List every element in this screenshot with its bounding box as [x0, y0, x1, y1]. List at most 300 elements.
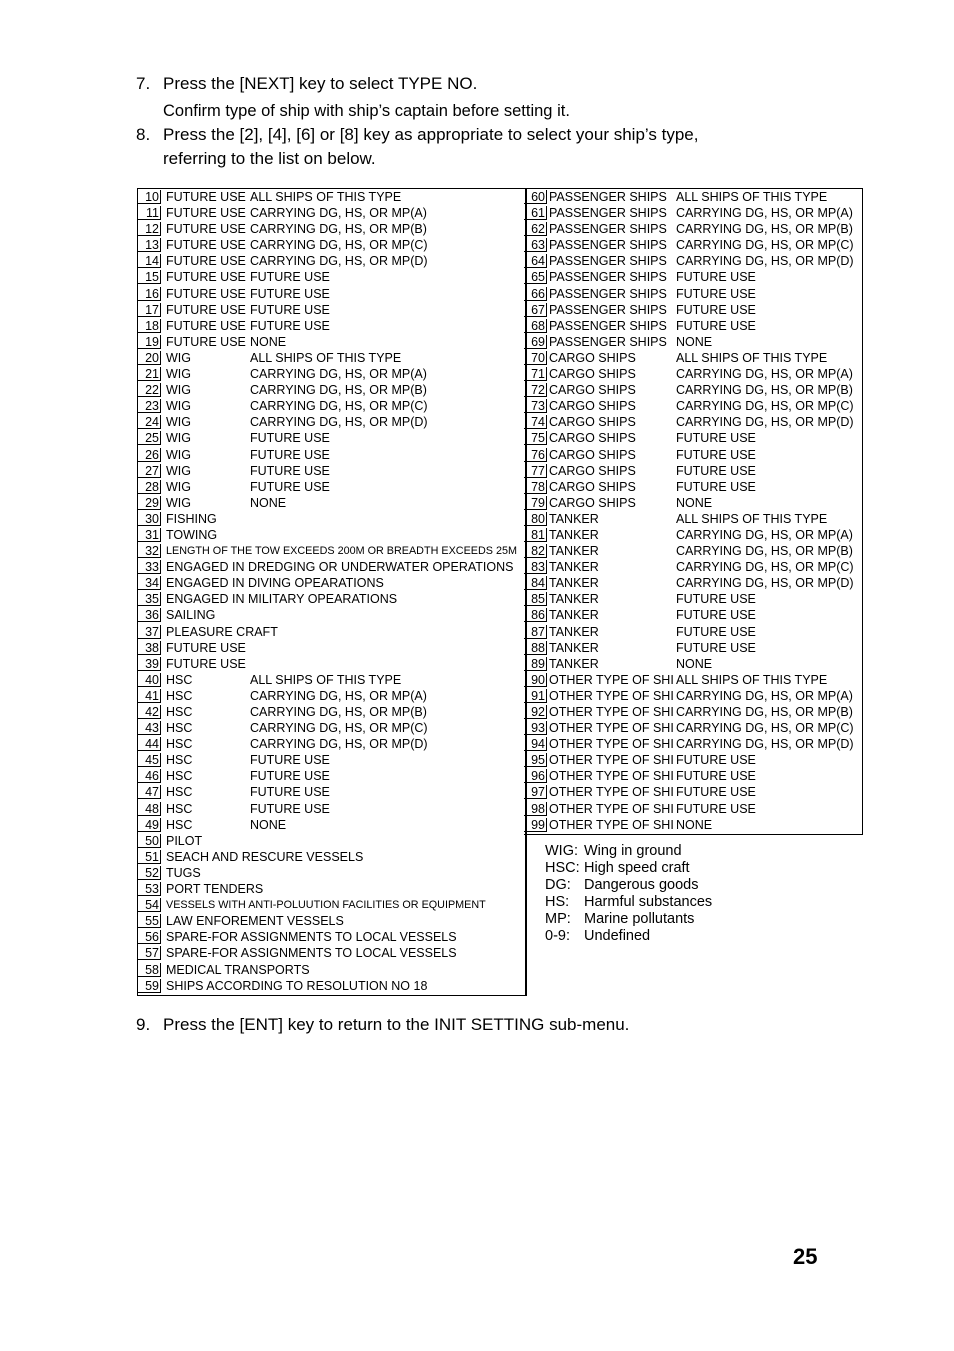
legend-abbreviation: 0-9: — [545, 928, 570, 944]
table-row — [138, 479, 525, 495]
type-number: 57 — [138, 946, 161, 960]
table-row — [524, 752, 862, 768]
table-row — [138, 752, 525, 768]
ship-type: WIG — [166, 399, 191, 414]
cargo-category: CARRYING DG, HS, OR MP(D) — [676, 576, 854, 591]
cargo-category: FUTURE USE — [250, 785, 330, 800]
legend-description: Marine pollutants — [584, 911, 695, 927]
legend-description: Dangerous goods — [584, 877, 699, 893]
ship-type: VESSELS WITH ANTI-POLUUTION FACILITIES OR EQUIPMENT — [166, 899, 486, 912]
cargo-category: CARRYING DG, HS, OR MP(C) — [676, 721, 854, 736]
type-number: 34 — [138, 576, 161, 590]
ship-type: SEACH AND RESCURE VESSELS — [166, 849, 364, 864]
table-row — [524, 704, 862, 720]
ship-type: FUTURE USE — [166, 334, 246, 349]
ship-type: TOWING — [166, 527, 218, 542]
table-row — [138, 817, 525, 833]
ship-type: SPARE-FOR ASSIGNMENTS TO LOCAL VESSELS — [166, 946, 457, 961]
type-number: 92 — [524, 705, 547, 719]
table-row — [524, 237, 862, 253]
legend-abbreviation: WIG: — [545, 843, 579, 859]
table-row — [138, 624, 525, 640]
cargo-category: FUTURE USE — [676, 624, 756, 639]
type-number: 84 — [524, 576, 547, 590]
cargo-category: FUTURE USE — [676, 318, 756, 333]
type-number: 73 — [524, 399, 547, 413]
ship-type: WIG — [166, 367, 191, 382]
legend-description: Undefined — [584, 928, 651, 944]
type-number: 82 — [524, 544, 547, 558]
type-number: 32 — [138, 544, 161, 558]
type-number: 28 — [138, 480, 161, 494]
table-row — [138, 382, 525, 398]
ship-type: PASSENGER SHIPS — [549, 238, 667, 253]
cargo-category: CARRYING DG, HS, OR MP(A) — [250, 367, 427, 382]
legend-abbreviation: HSC: — [545, 860, 580, 876]
table-row — [138, 945, 525, 961]
table-row — [524, 350, 862, 366]
ship-type: OTHER TYPE OF SHI — [549, 737, 674, 752]
ship-type: MEDICAL TRANSPORTS — [166, 962, 310, 977]
ship-type: TANKER — [549, 576, 599, 591]
cargo-category: CARRYING DG, HS, OR MP(D) — [250, 254, 428, 269]
cargo-category: FUTURE USE — [250, 302, 330, 317]
table-row — [138, 640, 525, 656]
table-row — [138, 430, 525, 446]
ship-type: WIG — [166, 415, 191, 430]
type-number: 11 — [138, 206, 161, 220]
type-number: 69 — [524, 335, 547, 349]
cargo-category: NONE — [250, 334, 287, 349]
cargo-category: CARRYING DG, HS, OR MP(D) — [676, 737, 854, 752]
ship-type: TANKER — [549, 544, 599, 559]
ship-type: FUTURE USE — [166, 238, 246, 253]
ship-type: HSC — [166, 769, 193, 784]
type-number: 91 — [524, 689, 547, 703]
ship-type: CARGO SHIPS — [549, 415, 636, 430]
ship-type: OTHER TYPE OF SHI — [549, 705, 674, 719]
cargo-category: CARRYING DG, HS, OR MP(B) — [250, 705, 427, 719]
ship-type: FUTURE USE — [166, 270, 246, 285]
ship-type: PLEASURE CRAFT — [166, 624, 278, 639]
table-row — [138, 865, 525, 881]
ship-type: HSC — [166, 737, 193, 752]
type-number: 42 — [138, 705, 161, 719]
table-row — [524, 511, 862, 527]
table-row — [138, 768, 525, 784]
type-number: 41 — [138, 689, 161, 703]
ship-type: SPARE-FOR ASSIGNMENTS TO LOCAL VESSELS — [166, 930, 457, 945]
ship-type: OTHER TYPE OF SHI — [549, 817, 674, 832]
ship-type: SAILING — [166, 608, 216, 623]
cargo-category: NONE — [676, 334, 713, 349]
cargo-category: FUTURE USE — [676, 801, 756, 816]
type-number: 27 — [138, 464, 161, 478]
table-row — [524, 527, 862, 543]
cargo-category: ALL SHIPS OF THIS TYPE — [676, 672, 828, 687]
type-number: 35 — [138, 592, 161, 606]
table-row — [138, 286, 525, 302]
type-number: 55 — [138, 914, 161, 928]
cargo-category: ALL SHIPS OF THIS TYPE — [250, 672, 402, 687]
table-row — [138, 704, 525, 720]
type-number: 83 — [524, 560, 547, 574]
table-row — [524, 221, 862, 237]
table-row — [524, 430, 862, 446]
ship-type: PASSENGER SHIPS — [549, 206, 667, 221]
ship-type: SHIPS ACCORDING TO RESOLUTION NO 18 — [166, 978, 428, 993]
cargo-category: FUTURE USE — [676, 753, 756, 768]
table-row — [524, 559, 862, 575]
cargo-category: CARRYING DG, HS, OR MP(D) — [676, 254, 854, 269]
ship-type: FUTURE USE — [166, 318, 246, 333]
type-number: 14 — [138, 254, 161, 268]
type-number: 16 — [138, 287, 161, 301]
table-row — [138, 253, 525, 269]
table-row — [524, 624, 862, 640]
cargo-category: CARRYING DG, HS, OR MP(C) — [676, 560, 854, 575]
cargo-category: FUTURE USE — [676, 286, 756, 301]
cargo-category: CARRYING DG, HS, OR MP(D) — [250, 737, 428, 752]
table-row — [524, 495, 862, 511]
type-number: 47 — [138, 785, 161, 799]
table-row — [524, 720, 862, 736]
ship-type: OTHER TYPE OF SHI — [549, 721, 674, 736]
table-row — [138, 318, 525, 334]
ship-type: FUTURE USE — [166, 190, 246, 204]
type-number: 15 — [138, 270, 161, 284]
type-number: 71 — [524, 367, 547, 381]
cargo-category: CARRYING DG, HS, OR MP(A) — [250, 206, 427, 221]
ship-type-table-right — [524, 188, 863, 835]
step-text: Press the [2], [4], [6] or [8] key as appropriate to select your ship’s type, — [163, 125, 699, 144]
cargo-category: FUTURE USE — [676, 608, 756, 623]
type-number: 46 — [138, 769, 161, 783]
ship-type: CARGO SHIPS — [549, 447, 636, 462]
type-number: 33 — [138, 560, 161, 574]
type-number: 75 — [524, 431, 547, 445]
type-number: 49 — [138, 818, 161, 832]
table-row — [138, 237, 525, 253]
table-row — [524, 736, 862, 752]
cargo-category: CARRYING DG, HS, OR MP(B) — [250, 383, 427, 398]
legend-entry — [545, 894, 712, 911]
type-number: 87 — [524, 625, 547, 639]
legend-entry — [545, 911, 712, 928]
type-number: 31 — [138, 528, 161, 542]
table-row — [524, 656, 862, 672]
table-row — [138, 269, 525, 285]
ship-type: OTHER TYPE OF SHI — [549, 801, 674, 816]
type-number: 94 — [524, 737, 547, 751]
ship-type: HSC — [166, 688, 193, 703]
type-number: 63 — [524, 238, 547, 252]
type-number: 85 — [524, 592, 547, 606]
type-number: 52 — [138, 866, 161, 880]
type-number: 65 — [524, 270, 547, 284]
ship-type: HSC — [166, 785, 193, 800]
legend-entry — [545, 877, 712, 894]
cargo-category: CARRYING DG, HS, OR MP(B) — [676, 222, 853, 237]
table-row — [138, 913, 525, 929]
table-row — [524, 269, 862, 285]
cargo-category: FUTURE USE — [676, 769, 756, 784]
type-number: 99 — [524, 818, 547, 832]
cargo-category: FUTURE USE — [676, 479, 756, 494]
ship-type: TANKER — [549, 640, 599, 655]
table-row — [524, 591, 862, 607]
type-number: 56 — [138, 930, 161, 944]
step-7 — [136, 72, 477, 96]
cargo-category: FUTURE USE — [676, 592, 756, 607]
cargo-category: CARRYING DG, HS, OR MP(B) — [250, 222, 427, 237]
table-row — [524, 334, 862, 350]
type-number: 30 — [138, 512, 161, 526]
legend-description: High speed craft — [584, 860, 690, 876]
table-row — [524, 366, 862, 382]
legend-abbreviation: DG: — [545, 877, 571, 893]
ship-type: WIG — [166, 431, 191, 446]
cargo-category: CARRYING DG, HS, OR MP(B) — [676, 383, 853, 398]
table-row — [138, 688, 525, 704]
cargo-category: NONE — [250, 817, 287, 832]
table-row — [524, 189, 862, 205]
cargo-category: NONE — [250, 495, 287, 510]
type-number: 19 — [138, 335, 161, 349]
cargo-category: CARRYING DG, HS, OR MP(B) — [676, 705, 853, 719]
table-row — [524, 801, 862, 817]
type-number: 64 — [524, 254, 547, 268]
ship-type: LENGTH OF THE TOW EXCEEDS 200M OR BREADTH EXCEEDS 25M — [166, 545, 517, 558]
ship-type: TANKER — [549, 592, 599, 607]
cargo-category: CARRYING DG, HS, OR MP(D) — [250, 415, 428, 430]
cargo-category: NONE — [676, 495, 713, 510]
cargo-category: FUTURE USE — [676, 302, 756, 317]
ship-type: PASSENGER SHIPS — [549, 270, 667, 285]
ship-type: PASSENGER SHIPS — [549, 286, 667, 301]
table-row — [524, 382, 862, 398]
type-number: 59 — [138, 979, 161, 993]
ship-type: WIG — [166, 495, 191, 510]
table-row — [524, 414, 862, 430]
legend-abbreviation: HS: — [545, 894, 570, 910]
table-row — [524, 253, 862, 269]
table-row — [524, 688, 862, 704]
type-number: 36 — [138, 608, 161, 622]
type-number: 66 — [524, 287, 547, 301]
cargo-category: FUTURE USE — [676, 447, 756, 462]
ship-type: HSC — [166, 817, 193, 832]
legend-entry — [545, 928, 712, 945]
ship-type: OTHER TYPE OF SHI — [549, 785, 674, 800]
type-number: 23 — [138, 399, 161, 413]
step-8-continuation: referring to the list on below. — [163, 149, 376, 168]
ship-type: ENGAGED IN DREDGING OR UNDERWATER OPERATIONS — [166, 560, 514, 575]
type-number: 77 — [524, 464, 547, 478]
type-number: 68 — [524, 319, 547, 333]
cargo-category: CARRYING DG, HS, OR MP(C) — [676, 238, 854, 253]
legend-description: Harmful substances — [584, 894, 713, 910]
step-number: 9. — [136, 1015, 151, 1034]
ship-type: CARGO SHIPS — [549, 399, 636, 414]
cargo-category: FUTURE USE — [676, 270, 756, 285]
ship-type: PASSENGER SHIPS — [549, 334, 667, 349]
table-row — [138, 350, 525, 366]
table-row — [138, 801, 525, 817]
cargo-category: NONE — [676, 817, 713, 832]
ship-type: WIG — [166, 350, 191, 365]
cargo-category: ALL SHIPS OF THIS TYPE — [676, 511, 828, 526]
cargo-category: FUTURE USE — [250, 431, 330, 446]
table-row — [138, 495, 525, 511]
table-row — [524, 607, 862, 623]
type-number: 53 — [138, 882, 161, 896]
ship-type: CARGO SHIPS — [549, 479, 636, 494]
ship-type: FUTURE USE — [166, 222, 246, 237]
ship-type: WIG — [166, 383, 191, 398]
type-number: 24 — [138, 415, 161, 429]
ship-type: FUTURE USE — [166, 640, 246, 655]
table-row — [138, 978, 525, 994]
ship-type: HSC — [166, 753, 193, 768]
ship-type: PASSENGER SHIPS — [549, 222, 667, 237]
type-number: 26 — [138, 448, 161, 462]
ship-type: PASSENGER SHIPS — [549, 302, 667, 317]
type-number: 61 — [524, 206, 547, 220]
type-number: 90 — [524, 673, 547, 687]
step-text: Press the [NEXT] key to select TYPE NO. — [163, 74, 478, 93]
legend-entry — [545, 860, 712, 877]
table-row — [524, 286, 862, 302]
type-number: 43 — [138, 721, 161, 735]
type-number: 97 — [524, 785, 547, 799]
ship-type: PASSENGER SHIPS — [549, 190, 667, 204]
page-number: 25 — [793, 1244, 818, 1269]
ship-type: FISHING — [166, 511, 217, 526]
cargo-category: ALL SHIPS OF THIS TYPE — [250, 350, 402, 365]
table-row — [524, 640, 862, 656]
table-row — [524, 543, 862, 559]
cargo-category: FUTURE USE — [250, 318, 330, 333]
cargo-category: FUTURE USE — [676, 431, 756, 446]
ship-type: CARGO SHIPS — [549, 383, 636, 398]
ship-type: CARGO SHIPS — [549, 350, 636, 365]
type-number: 13 — [138, 238, 161, 252]
cargo-category: CARRYING DG, HS, OR MP(A) — [676, 527, 853, 542]
table-row — [138, 302, 525, 318]
table-row — [524, 672, 862, 688]
table-row — [138, 543, 525, 559]
table-row — [138, 929, 525, 945]
table-row — [138, 527, 525, 543]
ship-type: WIG — [166, 463, 191, 478]
table-row — [524, 205, 862, 221]
cargo-category: FUTURE USE — [676, 463, 756, 478]
cargo-category: FUTURE USE — [250, 753, 330, 768]
ship-type: PORT TENDERS — [166, 882, 264, 897]
type-number: 67 — [524, 303, 547, 317]
type-number: 76 — [524, 448, 547, 462]
type-number: 39 — [138, 657, 161, 671]
type-number: 38 — [138, 641, 161, 655]
ship-type: CARGO SHIPS — [549, 495, 636, 510]
cargo-category: CARRYING DG, HS, OR MP(A) — [676, 206, 853, 221]
type-number: 86 — [524, 608, 547, 622]
ship-type: TANKER — [549, 624, 599, 639]
type-number: 40 — [138, 673, 161, 687]
type-number: 21 — [138, 367, 161, 381]
table-row — [138, 398, 525, 414]
table-row — [138, 591, 525, 607]
cargo-category: FUTURE USE — [676, 785, 756, 800]
ship-type: OTHER TYPE OF SHI — [549, 672, 674, 687]
ship-type: FUTURE USE — [166, 254, 246, 269]
legend-description: Wing in ground — [584, 843, 682, 859]
cargo-category: FUTURE USE — [250, 270, 330, 285]
type-number: 60 — [524, 190, 547, 204]
cargo-category: ALL SHIPS OF THIS TYPE — [676, 350, 828, 365]
ship-type: OTHER TYPE OF SHI — [549, 753, 674, 768]
cargo-category: CARRYING DG, HS, OR MP(A) — [676, 367, 853, 382]
step-number: 8. — [136, 125, 151, 144]
cargo-category: CARRYING DG, HS, OR MP(D) — [676, 415, 854, 430]
type-number: 18 — [138, 319, 161, 333]
cargo-category: ALL SHIPS OF THIS TYPE — [676, 190, 828, 204]
table-row — [138, 897, 525, 913]
type-number: 50 — [138, 834, 161, 848]
table-row — [138, 849, 525, 865]
table-row — [524, 479, 862, 495]
type-number: 95 — [524, 753, 547, 767]
table-row — [524, 318, 862, 334]
ship-type: PASSENGER SHIPS — [549, 318, 667, 333]
ship-type: CARGO SHIPS — [549, 367, 636, 382]
table-row — [138, 672, 525, 688]
table-row — [138, 334, 525, 350]
ship-type-table-left — [137, 188, 527, 996]
type-number: 44 — [138, 737, 161, 751]
ship-type: FUTURE USE — [166, 656, 246, 671]
cargo-category: FUTURE USE — [250, 769, 330, 784]
cargo-category: FUTURE USE — [250, 286, 330, 301]
table-row — [138, 656, 525, 672]
ship-type: TANKER — [549, 608, 599, 623]
table-row — [138, 833, 525, 849]
table-row — [524, 302, 862, 318]
cargo-category: CARRYING DG, HS, OR MP(B) — [676, 544, 853, 559]
legend-entry — [545, 843, 712, 860]
type-number: 12 — [138, 222, 161, 236]
cargo-category: CARRYING DG, HS, OR MP(C) — [250, 399, 428, 414]
table-row — [524, 463, 862, 479]
table-row — [524, 575, 862, 591]
type-number: 20 — [138, 351, 161, 365]
table-row — [138, 189, 525, 205]
table-row — [138, 366, 525, 382]
type-number: 58 — [138, 963, 161, 977]
type-number: 51 — [138, 850, 161, 864]
type-number: 54 — [138, 898, 161, 912]
type-number: 29 — [138, 496, 161, 510]
ship-type: ENGAGED IN MILITARY OPEARATIONS — [166, 592, 398, 607]
abbreviation-legend — [545, 843, 712, 945]
type-number: 98 — [524, 802, 547, 816]
ship-type: TANKER — [549, 560, 599, 575]
legend-abbreviation: MP: — [545, 911, 571, 927]
type-number: 88 — [524, 641, 547, 655]
cargo-category: CARRYING DG, HS, OR MP(A) — [676, 688, 853, 703]
type-number: 96 — [524, 769, 547, 783]
